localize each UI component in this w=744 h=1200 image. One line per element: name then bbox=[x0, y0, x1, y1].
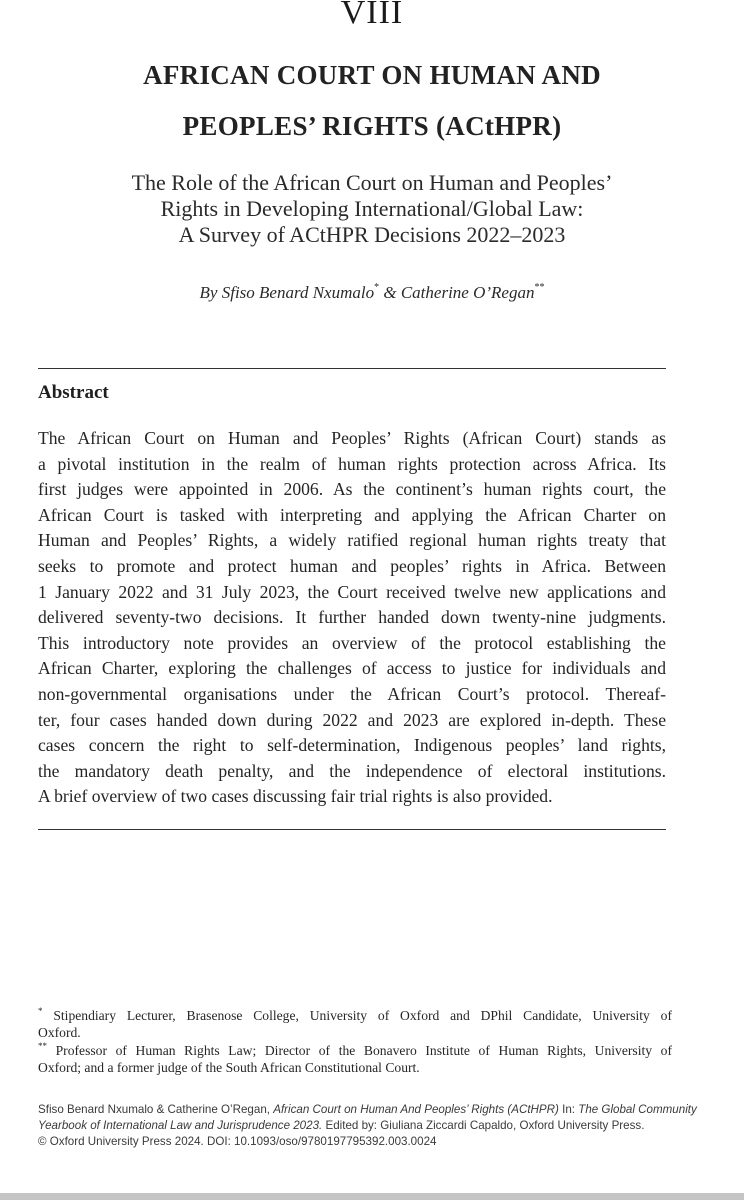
citation-chapter-title: African Court on Human And Peoples’ Rights (ACtHPR) bbox=[273, 1103, 559, 1116]
footnote-1-line-2: Oxford. bbox=[38, 1025, 81, 1040]
citation-line-2 bbox=[38, 1118, 678, 1134]
byline-prefix: By bbox=[199, 283, 222, 302]
part-number: VIII bbox=[340, 0, 404, 31]
citation-line-1 bbox=[38, 1102, 697, 1118]
footnote-2-mark: ** bbox=[38, 1041, 47, 1051]
author-1: Sfiso Benard Nxumalo bbox=[221, 283, 375, 302]
abstract-line: African Court is tasked with interpreting and applying the African Charter on bbox=[38, 504, 666, 525]
citation-copyright: © Oxford University Press 2024. DOI: 10.1093/oso/9780197795392.003.0024 bbox=[38, 1135, 437, 1148]
abstract-line: non-governmental organisations under the African Court’s protocol. Thereaf- bbox=[38, 684, 666, 704]
footnote-1-line-1 bbox=[38, 1003, 672, 1024]
abstract-line: cases concern the right to self-determination, Indigenous peoples’ land rights, bbox=[38, 735, 666, 756]
footnote-1-mark: * bbox=[38, 1006, 43, 1016]
author-2-footnote-mark[interactable]: ** bbox=[534, 282, 545, 293]
page-bottom-edge bbox=[0, 1193, 744, 1200]
chapter-title-line-2: PEOPLES’ RIGHTS (ACtHPR) bbox=[182, 111, 562, 141]
abstract-heading: Abstract bbox=[38, 382, 109, 403]
abstract-line: the mandatory death penalty, and the independence of electoral institutions. bbox=[38, 760, 666, 781]
citation-authors: Sfiso Benard Nxumalo & Catherine O’Regan, bbox=[38, 1103, 274, 1116]
author-2: Catherine O’Regan bbox=[400, 283, 535, 302]
subtitle-line-3: A Survey of ACtHPR Decisions 2022–2023 bbox=[178, 222, 566, 247]
footnote-1-text: Stipendiary Lecturer, Brasenose College, University of Oxford and DPhil Candidate, University of bbox=[53, 1008, 672, 1023]
abstract-top-rule bbox=[38, 368, 666, 369]
citation-book-title-2: Yearbook of International Law and Jurisprudence 2023. bbox=[38, 1119, 323, 1132]
abstract-line: A brief overview of two cases discussing fair trial rights is also provided. bbox=[38, 786, 553, 807]
abstract-line: The African Court on Human and Peoples’ Rights (African Court) stands as bbox=[38, 428, 666, 448]
abstract-line: African Charter, exploring the challenges of access to justice for individuals and bbox=[38, 658, 666, 679]
byline-connector: & bbox=[379, 283, 401, 302]
abstract-line: seeks to promote and protect human and peoples’ rights in Africa. Between bbox=[38, 556, 666, 576]
abstract-line: a pivotal institution in the realm of human rights protection across Africa. Its bbox=[38, 453, 666, 474]
abstract-line: delivered seventy-two decisions. It further handed down twenty-nine judgments. bbox=[38, 607, 666, 628]
author-1-footnote-mark[interactable]: * bbox=[374, 282, 380, 293]
footnote-2-line-2: Oxford; and a former judge of the South African Constitutional Court. bbox=[38, 1060, 420, 1075]
abstract-bottom-rule bbox=[38, 829, 666, 830]
footnote-1 bbox=[38, 1003, 672, 1041]
abstract-line: Human and Peoples’ Rights, a widely ratified regional human rights treaty that bbox=[38, 530, 666, 551]
subtitle-line-2: Rights in Developing International/Global Law: bbox=[160, 196, 584, 221]
abstract-line: ter, four cases handed down during 2022 and 2023 are explored in-depth. These bbox=[38, 709, 666, 730]
abstract-line: This introductory note provides an overview of the protocol establishing the bbox=[38, 632, 666, 653]
footnote-2 bbox=[38, 1038, 672, 1076]
abstract-line: 1 January 2022 and 31 July 2023, the Court received twelve new applications and bbox=[38, 581, 666, 602]
citation-in-label: In: bbox=[558, 1103, 579, 1116]
byline bbox=[0, 282, 744, 303]
footnote-2-text: Professor of Human Rights Law; Director of the Bonavero Institute of Human Rights, University of bbox=[55, 1043, 672, 1058]
footnote-2-line-1 bbox=[38, 1038, 672, 1059]
citation-book-title-1: The Global Community bbox=[578, 1103, 697, 1116]
citation-editor: Edited by: Giuliana Ziccardi Capaldo, Oxford University Press. bbox=[322, 1119, 645, 1132]
chapter-title-line-1: AFRICAN COURT ON HUMAN AND bbox=[143, 60, 601, 90]
subtitle-line-1: The Role of the African Court on Human and Peoples’ bbox=[131, 170, 613, 195]
abstract-line: first judges were appointed in 2006. As the continent’s human rights court, the bbox=[38, 479, 666, 500]
